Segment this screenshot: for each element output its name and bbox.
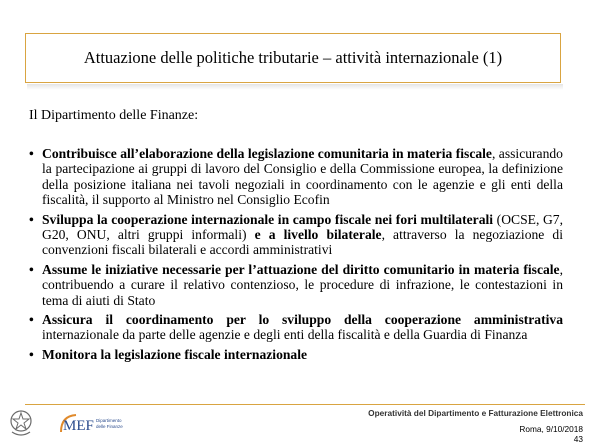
page-number: 43 bbox=[573, 434, 583, 444]
bullet-item-3 bbox=[29, 262, 563, 308]
footer-divider bbox=[25, 404, 585, 405]
title-shadow bbox=[27, 84, 563, 90]
bullet-2-bold-2: e a livello bilaterale bbox=[254, 227, 382, 243]
svg-text:Dipartimento: Dipartimento bbox=[96, 418, 122, 423]
bullet-item-4 bbox=[29, 312, 563, 343]
bullet-2-text-2: , attraverso la negoziazione di convenzioni fiscali bilaterali e accordi amministrativi bbox=[42, 227, 563, 258]
bullet-item-5 bbox=[29, 347, 563, 362]
slide-title: Attuazione delle politiche tributarie – attività internazionale (1) bbox=[83, 48, 503, 67]
footer-heading: Operatività del Dipartimento e Fatturazione Elettronica bbox=[368, 408, 583, 418]
bullet-4-bold: Assicura il coordinamento per lo sviluppo della cooperazione amministrativa bbox=[42, 312, 563, 328]
title-box bbox=[25, 33, 561, 83]
republic-emblem-icon bbox=[8, 408, 34, 438]
svg-text:delle Finanze: delle Finanze bbox=[96, 424, 123, 429]
bullet-icon: • bbox=[29, 211, 34, 227]
mef-logo-text: MEF bbox=[63, 418, 94, 434]
bullet-1-text: , assicurando la partecipazione ai gruppi di lavoro del Consiglio e della Commissione europea, la definizione della posizione italiana nei tavoli negoziali in coordinamento con le agenzie e gli enti della fiscalità, il supporto al Ministro nel Consiglio Ecofin bbox=[42, 146, 563, 208]
bullet-3-text: , contribuendo a curare il relativo contenzioso, le procedure di infrazione, le contestazioni in tema di aiuti di Stato bbox=[42, 261, 563, 308]
bullet-icon: • bbox=[29, 146, 34, 161]
bullet-3-bold: Assume le iniziative necessarie per l’attuazione del diritto comunitario in materia fiscale bbox=[42, 261, 560, 277]
bullet-4-text: internazionale da parte delle agenzie e degli enti della fiscalità e della Guardia di Finanza bbox=[42, 327, 528, 343]
bullet-5-bold: Monitora la legislazione fiscale internazionale bbox=[42, 346, 308, 362]
bullet-icon: • bbox=[29, 346, 34, 362]
footer-date: Roma, 9/10/2018 bbox=[519, 424, 583, 434]
bullet-icon: • bbox=[29, 312, 34, 328]
bullet-item-2 bbox=[29, 212, 563, 258]
bullet-1-bold: Contribuisce all’elaborazione della legislazione comunitaria in materia fiscale bbox=[42, 146, 492, 161]
bullet-icon: • bbox=[29, 261, 34, 277]
intro-text: Il Dipartimento delle Finanze: bbox=[29, 108, 199, 123]
mef-logo bbox=[58, 412, 128, 436]
bullet-2-text: (OCSE, G7, G20, ONU, altri gruppi informali) bbox=[42, 211, 563, 243]
bullet-item-1 bbox=[29, 146, 563, 208]
bullet-2-bold: Sviluppa la cooperazione internazionale in campo fiscale nei fori multilaterali bbox=[42, 211, 494, 227]
bullet-list bbox=[29, 146, 563, 366]
